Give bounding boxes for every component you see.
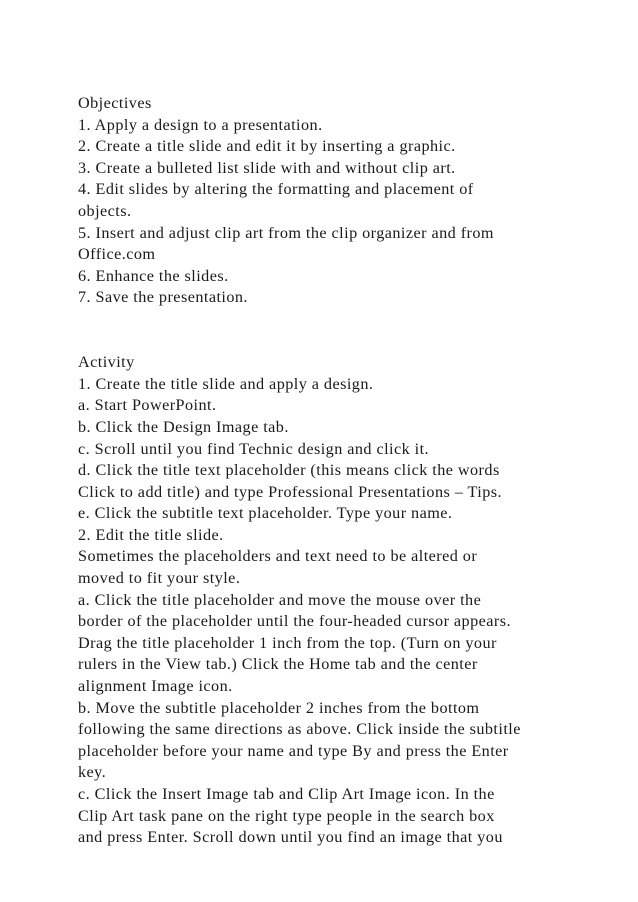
- objectives-line: 2. Create a title slide and edit it by inserting a graphic.: [78, 137, 456, 156]
- activity-line: a. Click the title placeholder and move the mouse over the: [78, 590, 482, 609]
- activity-line: c. Scroll until you find Technic design and click it.: [78, 439, 430, 458]
- objectives-line: 4. Edit slides by altering the formatting and placement of: [78, 180, 474, 199]
- activity-line: Clip Art task pane on the right type people in the search box: [78, 806, 495, 825]
- activity-line: following the same directions as above. Click inside the subtitle: [78, 720, 521, 739]
- activity-line: and press Enter. Scroll down until you find an image that you: [78, 828, 503, 847]
- objectives-line: 7. Save the presentation.: [78, 288, 248, 307]
- objectives-heading: Objectives: [78, 94, 152, 112]
- objectives-line: 6. Enhance the slides.: [78, 266, 229, 285]
- activity-line: c. Click the Insert Image tab and Clip Art Image icon. In the: [78, 785, 495, 803]
- activity-line: placeholder before your name and type By and press the Enter: [78, 741, 509, 760]
- activity-line: border of the placeholder until the four-headed cursor appears.: [78, 612, 511, 631]
- section-spacer: [78, 309, 578, 352]
- activity-line: b. Move the subtitle placeholder 2 inches from the bottom: [78, 698, 480, 717]
- activity-line: a. Start PowerPoint.: [78, 396, 217, 415]
- objectives-line: 5. Insert and adjust clip art from the clip organizer and from: [78, 223, 494, 242]
- activity-line: d. Click the title text placeholder (this means click the words: [78, 461, 500, 480]
- activity-heading: Activity: [78, 353, 135, 372]
- activity-line: e. Click the subtitle text placeholder. Type your name.: [78, 504, 453, 523]
- activity-line: alignment Image icon.: [78, 677, 233, 696]
- activity-line: rulers in the View tab.) Click the Home tab and the center: [78, 655, 478, 674]
- objectives-line: 1. Apply a design to a presentation.: [78, 115, 323, 134]
- activity-line: 1. Create the title slide and apply a design.: [78, 374, 374, 393]
- activity-line: moved to fit your style.: [78, 569, 241, 588]
- document-body: [78, 93, 578, 849]
- activity-line: Click to add title) and type Professional Presentations – Tips.: [78, 482, 503, 501]
- objectives-line: Office.com: [78, 245, 156, 264]
- activity-line: b. Click the Design Image tab.: [78, 417, 289, 436]
- objectives-line: objects.: [78, 201, 132, 220]
- activity-line: Drag the title placeholder 1 inch from the top. (Turn on your: [78, 633, 497, 652]
- activity-line: Sometimes the placeholders and text need to be altered or: [78, 547, 478, 566]
- objectives-line: 3. Create a bulleted list slide with and without clip art.: [78, 158, 456, 177]
- activity-line: key.: [78, 763, 107, 782]
- activity-line: 2. Edit the title slide.: [78, 525, 224, 544]
